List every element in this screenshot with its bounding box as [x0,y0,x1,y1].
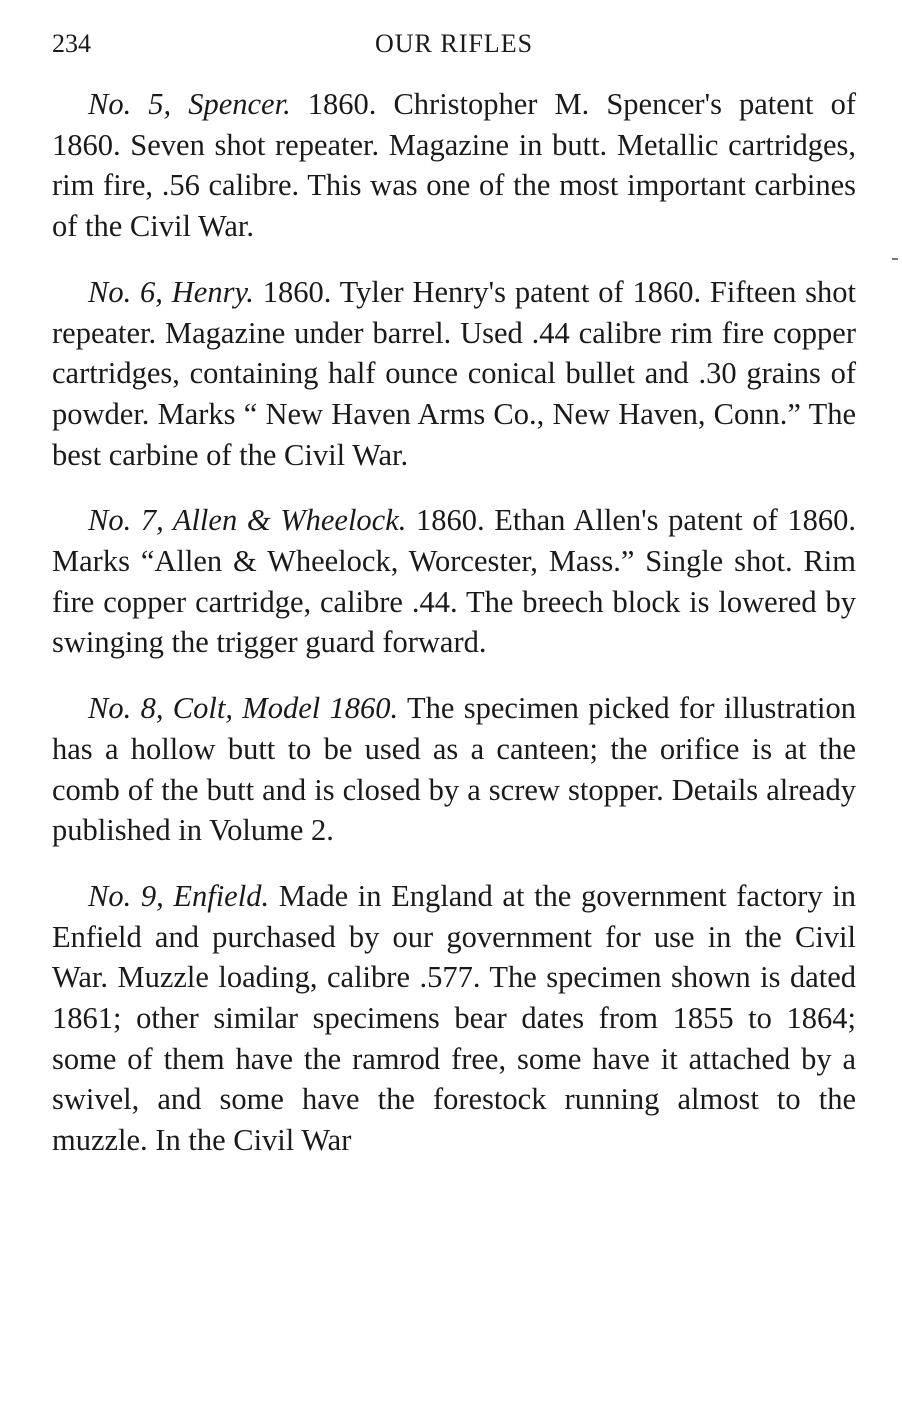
body-text [52,84,856,1186]
entry-allen-wheelock [52,500,856,663]
entry-label: No. 6, Henry. [88,274,254,309]
running-title: OUR RIFLES [374,29,534,58]
entry-text: Made in England at the government factory in Enfield and purchased by our government for use in the Civil War. Muzzle loading, calibre .577. The specimen shown is dated 1861; other similar specimens bear dates from 1855 to 1864; some of them have the ramrod free, some have it attached by a swivel, and some have the forestock running almost to the muzzle. In the Civil War [52,878,856,1158]
entry-text: 1860. Tyler Henry's patent of 1860. Fifteen shot repeater. Magazine under barrel. Used .44 calibre rim fire copper cartridges, containing half ounce conical bullet and .30 grains of powder. Marks “ New Haven Arms Co., New Haven, Conn.” The best carbine of the Civil War. [52,274,856,472]
entry-text: 1860. Ethan Allen's patent of 1860. Marks “Allen & Wheelock, Worcester, Mass.” Single shot. Rim fire copper cartridge, calibre .44. The breech block is lowered by swinging the trigger guard forward. [52,503,857,660]
entry-colt-1860 [52,688,856,851]
running-head [52,26,856,62]
entry-spencer [52,84,856,247]
entry-text: 1860. Christopher M. Spencer's patent of 1860. Seven shot repeater. Magazine in butt. Metallic cartridges, rim fire, .56 calibre. This was one of the most important carbines of the Civil War. [52,87,856,244]
entry-label: No. 7, Allen & Wheelock. [88,503,407,538]
entry-label: No. 9, Enfield. [88,878,270,913]
entry-label: No. 8, Colt, Model 1860. [88,691,399,726]
entry-henry [52,272,856,476]
margin-mark [892,258,898,260]
entry-enfield [52,876,856,1161]
entry-label: No. 5, Spencer. [88,87,291,121]
page-number: 234 [52,29,91,58]
entry-text: The specimen picked for illustration has a hollow butt to be used as a canteen; the orifice is at the comb of the butt and is closed by a screw stopper. Details already published in Volume 2. [52,691,856,848]
